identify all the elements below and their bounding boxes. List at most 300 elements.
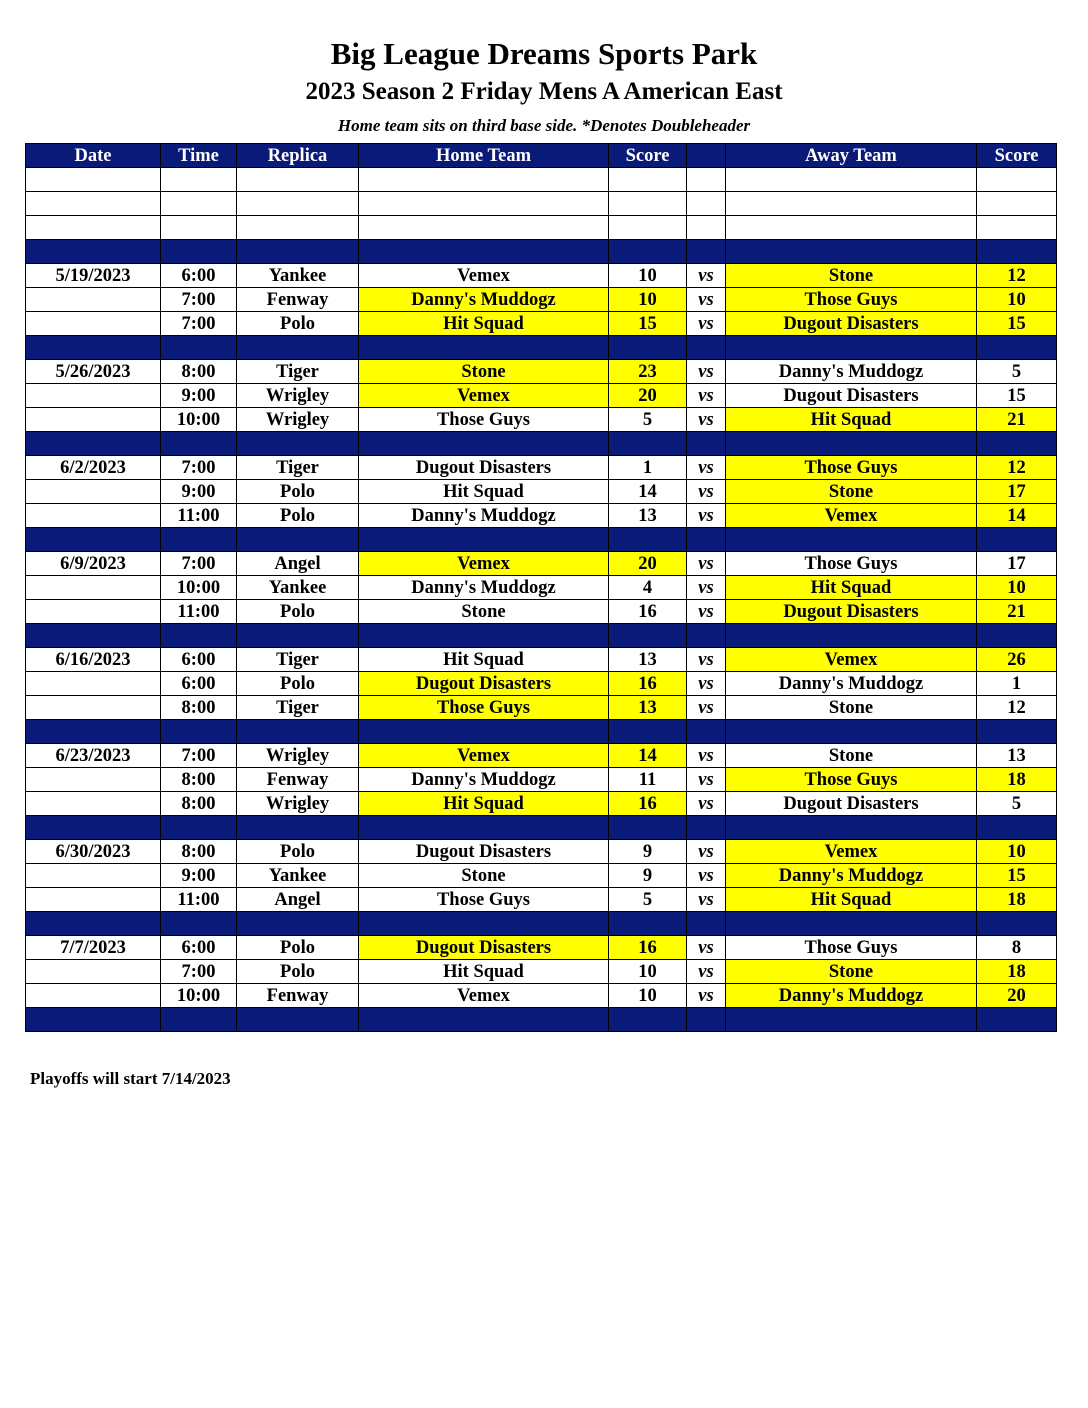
field-replica: Wrigley: [237, 408, 359, 432]
away-team: [726, 336, 977, 360]
table-row: [26, 384, 1057, 408]
home-score: 13: [609, 648, 687, 672]
home-score: [609, 816, 687, 840]
field-replica: Polo: [237, 840, 359, 864]
table-row: [26, 960, 1057, 984]
blank-row: [26, 168, 1057, 192]
field-replica: Tiger: [237, 456, 359, 480]
blank-row: [26, 216, 1057, 240]
game-date: [26, 888, 161, 912]
away-team: [726, 624, 977, 648]
field-replica: Fenway: [237, 288, 359, 312]
game-date: 6/23/2023: [26, 744, 161, 768]
home-score: 16: [609, 936, 687, 960]
game-time: [161, 528, 237, 552]
home-team: [359, 912, 609, 936]
table-row: [26, 288, 1057, 312]
game-date: [26, 912, 161, 936]
home-score: 13: [609, 504, 687, 528]
vs-label: vs: [687, 576, 726, 600]
away-score: [977, 912, 1057, 936]
home-score: 16: [609, 600, 687, 624]
field-replica: Yankee: [237, 264, 359, 288]
home-team: [359, 624, 609, 648]
home-team: Dugout Disasters: [359, 840, 609, 864]
game-time: [161, 336, 237, 360]
game-time: 7:00: [161, 288, 237, 312]
field-replica: Wrigley: [237, 384, 359, 408]
away-score: 12: [977, 456, 1057, 480]
separator-row: [26, 720, 1057, 744]
game-time: [161, 432, 237, 456]
away-team: [726, 168, 977, 192]
away-team: Those Guys: [726, 552, 977, 576]
playoffs-note: Playoffs will start 7/14/2023: [30, 1069, 231, 1088]
game-date: 5/26/2023: [26, 360, 161, 384]
home-team: Danny's Muddogz: [359, 504, 609, 528]
game-time: 7:00: [161, 456, 237, 480]
home-score: 16: [609, 672, 687, 696]
col-header-home-team: Home Team: [359, 144, 609, 168]
table-row: [26, 792, 1057, 816]
field-replica: [237, 720, 359, 744]
home-score: [609, 624, 687, 648]
field-replica: Tiger: [237, 360, 359, 384]
home-team: Hit Squad: [359, 480, 609, 504]
home-team: Stone: [359, 360, 609, 384]
away-team: [726, 1008, 977, 1032]
table-row: [26, 264, 1057, 288]
field-replica: Wrigley: [237, 744, 359, 768]
table-row: [26, 600, 1057, 624]
away-score: 10: [977, 288, 1057, 312]
game-time: 8:00: [161, 696, 237, 720]
game-time: 9:00: [161, 864, 237, 888]
game-date: [26, 192, 161, 216]
away-score: [977, 336, 1057, 360]
game-time: 10:00: [161, 984, 237, 1008]
home-score: [609, 1008, 687, 1032]
schedule-body: [26, 168, 1057, 1032]
field-replica: Fenway: [237, 768, 359, 792]
home-score: [609, 216, 687, 240]
field-replica: Yankee: [237, 576, 359, 600]
game-date: [26, 960, 161, 984]
away-score: 14: [977, 504, 1057, 528]
away-score: [977, 816, 1057, 840]
home-score: [609, 336, 687, 360]
field-replica: [237, 912, 359, 936]
field-replica: [237, 1008, 359, 1032]
away-team: Dugout Disasters: [726, 792, 977, 816]
game-date: [26, 288, 161, 312]
game-time: 7:00: [161, 552, 237, 576]
away-team: Dugout Disasters: [726, 600, 977, 624]
field-replica: [237, 240, 359, 264]
home-team: Those Guys: [359, 696, 609, 720]
game-time: [161, 720, 237, 744]
vs-label: [687, 720, 726, 744]
away-team: [726, 816, 977, 840]
home-score: [609, 528, 687, 552]
field-replica: Angel: [237, 552, 359, 576]
col-header-time: Time: [161, 144, 237, 168]
separator-row: [26, 1008, 1057, 1032]
away-score: 21: [977, 600, 1057, 624]
home-score: 11: [609, 768, 687, 792]
vs-label: vs: [687, 768, 726, 792]
table-row: [26, 480, 1057, 504]
home-score: 10: [609, 984, 687, 1008]
home-team: Dugout Disasters: [359, 456, 609, 480]
vs-label: vs: [687, 840, 726, 864]
vs-label: [687, 1008, 726, 1032]
game-time: 6:00: [161, 648, 237, 672]
home-team: Those Guys: [359, 888, 609, 912]
game-date: [26, 672, 161, 696]
separator-row: [26, 432, 1057, 456]
vs-label: vs: [687, 864, 726, 888]
game-date: [26, 216, 161, 240]
game-time: 9:00: [161, 480, 237, 504]
game-time: 7:00: [161, 960, 237, 984]
home-team: Dugout Disasters: [359, 672, 609, 696]
game-date: 6/9/2023: [26, 552, 161, 576]
away-score: 15: [977, 312, 1057, 336]
vs-label: vs: [687, 648, 726, 672]
home-team: [359, 816, 609, 840]
away-team: Those Guys: [726, 768, 977, 792]
away-team: Danny's Muddogz: [726, 864, 977, 888]
home-team: Hit Squad: [359, 648, 609, 672]
game-date: 6/16/2023: [26, 648, 161, 672]
away-score: 13: [977, 744, 1057, 768]
home-score: 9: [609, 864, 687, 888]
separator-row: [26, 624, 1057, 648]
game-date: [26, 696, 161, 720]
away-team: [726, 240, 977, 264]
away-score: 5: [977, 360, 1057, 384]
home-score: 23: [609, 360, 687, 384]
field-replica: Polo: [237, 672, 359, 696]
vs-label: vs: [687, 408, 726, 432]
game-date: [26, 576, 161, 600]
away-team: Stone: [726, 744, 977, 768]
game-date: [26, 432, 161, 456]
game-date: [26, 768, 161, 792]
away-team: [726, 216, 977, 240]
away-score: 18: [977, 888, 1057, 912]
home-team: [359, 336, 609, 360]
game-date: [26, 528, 161, 552]
vs-label: vs: [687, 984, 726, 1008]
home-team: Stone: [359, 864, 609, 888]
field-replica: Tiger: [237, 696, 359, 720]
game-time: 6:00: [161, 936, 237, 960]
home-score: 10: [609, 288, 687, 312]
away-score: 12: [977, 264, 1057, 288]
field-replica: [237, 216, 359, 240]
away-score: 18: [977, 768, 1057, 792]
table-row: [26, 744, 1057, 768]
separator-row: [26, 816, 1057, 840]
blank-row: [26, 192, 1057, 216]
col-header-replica: Replica: [237, 144, 359, 168]
game-date: [26, 504, 161, 528]
home-team: [359, 192, 609, 216]
away-team: Danny's Muddogz: [726, 672, 977, 696]
home-team: [359, 240, 609, 264]
game-date: [26, 480, 161, 504]
table-row: [26, 864, 1057, 888]
home-score: [609, 192, 687, 216]
vs-label: vs: [687, 504, 726, 528]
away-team: Stone: [726, 960, 977, 984]
away-score: [977, 240, 1057, 264]
table-row: [26, 936, 1057, 960]
game-time: 8:00: [161, 360, 237, 384]
away-team: [726, 912, 977, 936]
col-header-away-team: Away Team: [726, 144, 977, 168]
field-replica: [237, 432, 359, 456]
game-time: [161, 816, 237, 840]
away-score: [977, 168, 1057, 192]
vs-label: [687, 192, 726, 216]
col-header-vs: [687, 144, 726, 168]
vs-label: vs: [687, 288, 726, 312]
away-team: Those Guys: [726, 456, 977, 480]
table-row: [26, 648, 1057, 672]
separator-row: [26, 912, 1057, 936]
home-score: 5: [609, 888, 687, 912]
home-team: Hit Squad: [359, 792, 609, 816]
home-team: Dugout Disasters: [359, 936, 609, 960]
game-time: 10:00: [161, 576, 237, 600]
away-team: Danny's Muddogz: [726, 984, 977, 1008]
away-team: Vemex: [726, 648, 977, 672]
game-time: 11:00: [161, 504, 237, 528]
vs-label: [687, 240, 726, 264]
vs-label: vs: [687, 264, 726, 288]
field-replica: Polo: [237, 600, 359, 624]
game-date: [26, 1008, 161, 1032]
away-score: 12: [977, 696, 1057, 720]
vs-label: vs: [687, 360, 726, 384]
field-replica: Yankee: [237, 864, 359, 888]
field-replica: Fenway: [237, 984, 359, 1008]
field-replica: Polo: [237, 936, 359, 960]
game-time: 9:00: [161, 384, 237, 408]
away-score: 15: [977, 384, 1057, 408]
home-score: 14: [609, 744, 687, 768]
away-score: 17: [977, 480, 1057, 504]
home-team: [359, 528, 609, 552]
table-row: [26, 696, 1057, 720]
vs-label: vs: [687, 792, 726, 816]
table-row: [26, 408, 1057, 432]
away-team: Hit Squad: [726, 576, 977, 600]
game-date: [26, 792, 161, 816]
away-score: 15: [977, 864, 1057, 888]
game-date: [26, 408, 161, 432]
vs-label: [687, 432, 726, 456]
field-replica: [237, 816, 359, 840]
page-note: Home team sits on third base side. *Denotes Doubleheader: [337, 116, 751, 135]
game-time: 6:00: [161, 672, 237, 696]
away-score: 1: [977, 672, 1057, 696]
game-time: 8:00: [161, 840, 237, 864]
vs-label: vs: [687, 960, 726, 984]
home-team: [359, 216, 609, 240]
home-team: [359, 432, 609, 456]
table-row: [26, 504, 1057, 528]
away-score: 17: [977, 552, 1057, 576]
home-team: Vemex: [359, 744, 609, 768]
game-date: 6/30/2023: [26, 840, 161, 864]
home-score: [609, 912, 687, 936]
field-replica: Wrigley: [237, 792, 359, 816]
game-time: 10:00: [161, 408, 237, 432]
away-score: 10: [977, 576, 1057, 600]
home-score: 14: [609, 480, 687, 504]
away-team: Vemex: [726, 504, 977, 528]
vs-label: vs: [687, 936, 726, 960]
game-time: [161, 624, 237, 648]
away-score: 20: [977, 984, 1057, 1008]
vs-label: [687, 528, 726, 552]
field-replica: Polo: [237, 504, 359, 528]
home-team: [359, 720, 609, 744]
game-date: [26, 336, 161, 360]
home-score: 5: [609, 408, 687, 432]
game-time: 7:00: [161, 744, 237, 768]
vs-label: vs: [687, 888, 726, 912]
field-replica: [237, 528, 359, 552]
home-score: 20: [609, 384, 687, 408]
table-row: [26, 576, 1057, 600]
home-team: Hit Squad: [359, 312, 609, 336]
col-header-home-score: Score: [609, 144, 687, 168]
away-score: [977, 1008, 1057, 1032]
home-score: [609, 720, 687, 744]
game-date: [26, 384, 161, 408]
game-time: 8:00: [161, 792, 237, 816]
field-replica: [237, 336, 359, 360]
game-date: 5/19/2023: [26, 264, 161, 288]
home-score: 4: [609, 576, 687, 600]
table-header-row: [26, 144, 1057, 168]
vs-label: vs: [687, 552, 726, 576]
away-score: 8: [977, 936, 1057, 960]
home-score: [609, 168, 687, 192]
home-team: Danny's Muddogz: [359, 768, 609, 792]
home-team: Danny's Muddogz: [359, 576, 609, 600]
home-team: Vemex: [359, 264, 609, 288]
game-date: [26, 864, 161, 888]
game-time: [161, 1008, 237, 1032]
home-team: [359, 1008, 609, 1032]
game-time: [161, 912, 237, 936]
game-time: 8:00: [161, 768, 237, 792]
game-time: 7:00: [161, 312, 237, 336]
game-time: [161, 216, 237, 240]
away-team: Those Guys: [726, 288, 977, 312]
home-team: Those Guys: [359, 408, 609, 432]
away-team: [726, 432, 977, 456]
vs-label: vs: [687, 744, 726, 768]
home-team: Hit Squad: [359, 960, 609, 984]
away-team: Those Guys: [726, 936, 977, 960]
game-date: [26, 816, 161, 840]
vs-label: [687, 336, 726, 360]
vs-label: vs: [687, 696, 726, 720]
table-row: [26, 552, 1057, 576]
home-team: Danny's Muddogz: [359, 288, 609, 312]
game-time: 11:00: [161, 888, 237, 912]
home-team: Vemex: [359, 384, 609, 408]
separator-row: [26, 240, 1057, 264]
table-row: [26, 672, 1057, 696]
home-team: Vemex: [359, 552, 609, 576]
away-team: Stone: [726, 696, 977, 720]
away-score: [977, 528, 1057, 552]
game-time: 6:00: [161, 264, 237, 288]
away-team: [726, 528, 977, 552]
vs-label: [687, 624, 726, 648]
home-score: 16: [609, 792, 687, 816]
away-team: Stone: [726, 480, 977, 504]
away-team: Dugout Disasters: [726, 384, 977, 408]
separator-row: [26, 336, 1057, 360]
away-team: [726, 720, 977, 744]
game-time: [161, 168, 237, 192]
vs-label: vs: [687, 480, 726, 504]
separator-row: [26, 528, 1057, 552]
home-score: 9: [609, 840, 687, 864]
vs-label: vs: [687, 312, 726, 336]
game-date: 7/7/2023: [26, 936, 161, 960]
vs-label: vs: [687, 384, 726, 408]
table-row: [26, 360, 1057, 384]
table-row: [26, 312, 1057, 336]
vs-label: [687, 168, 726, 192]
game-date: [26, 240, 161, 264]
game-date: [26, 312, 161, 336]
field-replica: Polo: [237, 480, 359, 504]
schedule-table: [25, 143, 1057, 1032]
away-score: 5: [977, 792, 1057, 816]
home-team: Vemex: [359, 984, 609, 1008]
col-header-away-score: Score: [977, 144, 1057, 168]
page-title: Big League Dreams Sports Park: [330, 36, 758, 71]
vs-label: [687, 816, 726, 840]
away-team: Vemex: [726, 840, 977, 864]
away-score: 26: [977, 648, 1057, 672]
away-score: 21: [977, 408, 1057, 432]
away-team: [726, 192, 977, 216]
away-team: Dugout Disasters: [726, 312, 977, 336]
game-date: [26, 168, 161, 192]
home-score: 10: [609, 264, 687, 288]
vs-label: vs: [687, 600, 726, 624]
field-replica: Tiger: [237, 648, 359, 672]
away-score: [977, 432, 1057, 456]
game-time: [161, 192, 237, 216]
away-score: 18: [977, 960, 1057, 984]
away-team: Stone: [726, 264, 977, 288]
game-date: [26, 600, 161, 624]
game-time: 11:00: [161, 600, 237, 624]
